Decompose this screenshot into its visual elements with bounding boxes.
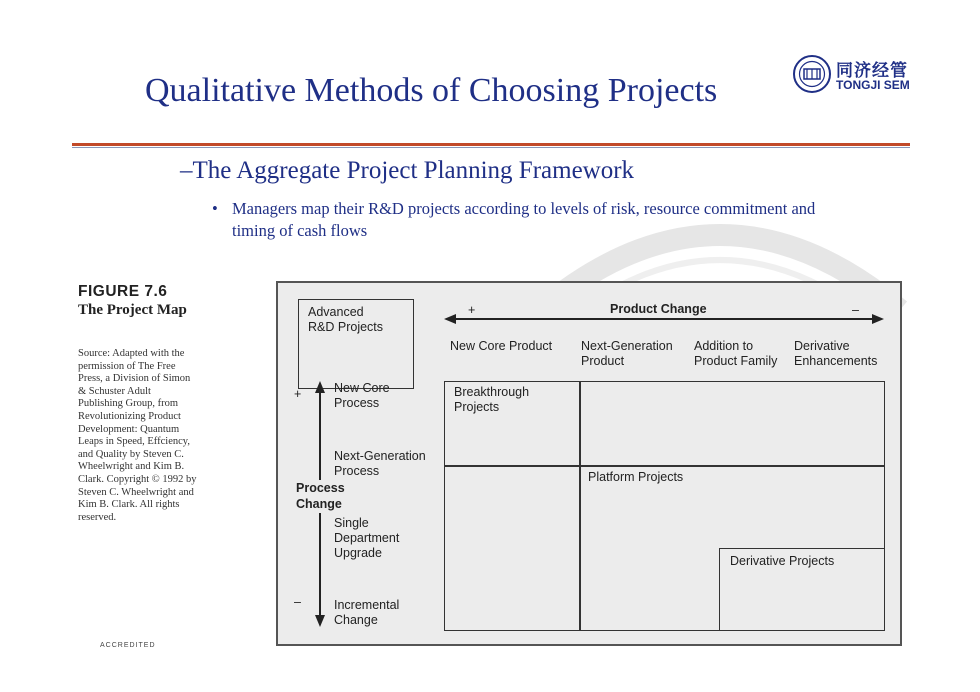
tongji-seal-logo — [792, 54, 832, 94]
process-change-label-1: Process — [296, 481, 345, 495]
footer-accreditation: ACCREDITED — [100, 642, 156, 649]
process-change-label-2: Change — [296, 497, 342, 511]
page-title: Qualitative Methods of Choosing Projects — [145, 72, 718, 109]
row-incremental-2: Change — [334, 613, 378, 627]
process-plus-sign: + — [294, 387, 302, 401]
bullet-text: Managers map their R&D projects according to levels of risk, resource commitment and timing of cash flows — [232, 199, 816, 240]
advanced-rd-label-2: R&D Projects — [308, 320, 384, 334]
grid-vertical-divider — [579, 381, 581, 631]
row-incremental-1: Incremental — [334, 598, 400, 612]
product-plus-sign: + — [468, 303, 476, 317]
figure-source: Source: Adapted with the permission of The Free Press, a Division of Simon & Schuster Adult Publishing Group, from Revolutionizing Product Development: Quantum Leaps in Speed, Effciency, and Quality by Steven C. Wheelwright and Kim B. Clark. Copyright © 1992 by Steven C. Wheelwright and Kim B. Clark. All rights reserved. — [78, 348, 197, 523]
row-single-dept-3: Upgrade — [334, 546, 382, 560]
project-map-diagram — [276, 281, 902, 646]
breakthrough-projects-label-1: Breakthrough — [454, 385, 530, 399]
platform-projects-label: Platform Projects — [588, 470, 684, 484]
row-new-core-process-2: Process — [334, 396, 380, 410]
derivative-projects-label: Derivative Projects — [730, 554, 835, 568]
row-next-gen-process-2: Process — [334, 464, 380, 478]
row-single-dept-2: Department — [334, 531, 400, 545]
row-single-dept-1: Single — [334, 516, 369, 530]
process-minus-sign: – — [294, 595, 301, 609]
advanced-rd-label-1: Advanced — [308, 305, 364, 319]
column-derivative-2: Enhancements — [794, 354, 878, 368]
column-new-core-product: New Core Product — [450, 339, 553, 353]
column-addition-1: Addition to — [694, 339, 754, 353]
column-next-gen-product-2: Product — [581, 354, 625, 368]
logo-english-name: TONGJI SEM — [836, 78, 910, 92]
column-addition-2: Product Family — [694, 354, 778, 368]
column-next-gen-product-1: Next-Generation — [581, 339, 673, 353]
figure-title: The Project Map — [78, 302, 187, 318]
figure-number: FIGURE 7.6 — [78, 283, 168, 300]
header-rule-thin — [72, 147, 910, 148]
header-rule — [72, 143, 910, 146]
row-next-gen-process-1: Next-Generation — [334, 449, 426, 463]
bullet-marker: • — [212, 199, 218, 218]
subheading: –The Aggregate Project Planning Framework — [180, 157, 635, 184]
column-derivative-1: Derivative — [794, 339, 850, 353]
breakthrough-projects-label-2: Projects — [454, 400, 500, 414]
grid-horizontal-divider — [444, 465, 885, 467]
logo-chinese-name: 同济经管 — [836, 61, 908, 81]
row-new-core-process-1: New Core — [334, 381, 390, 395]
product-change-label: Product Change — [606, 302, 711, 317]
product-minus-sign: – — [852, 303, 859, 317]
